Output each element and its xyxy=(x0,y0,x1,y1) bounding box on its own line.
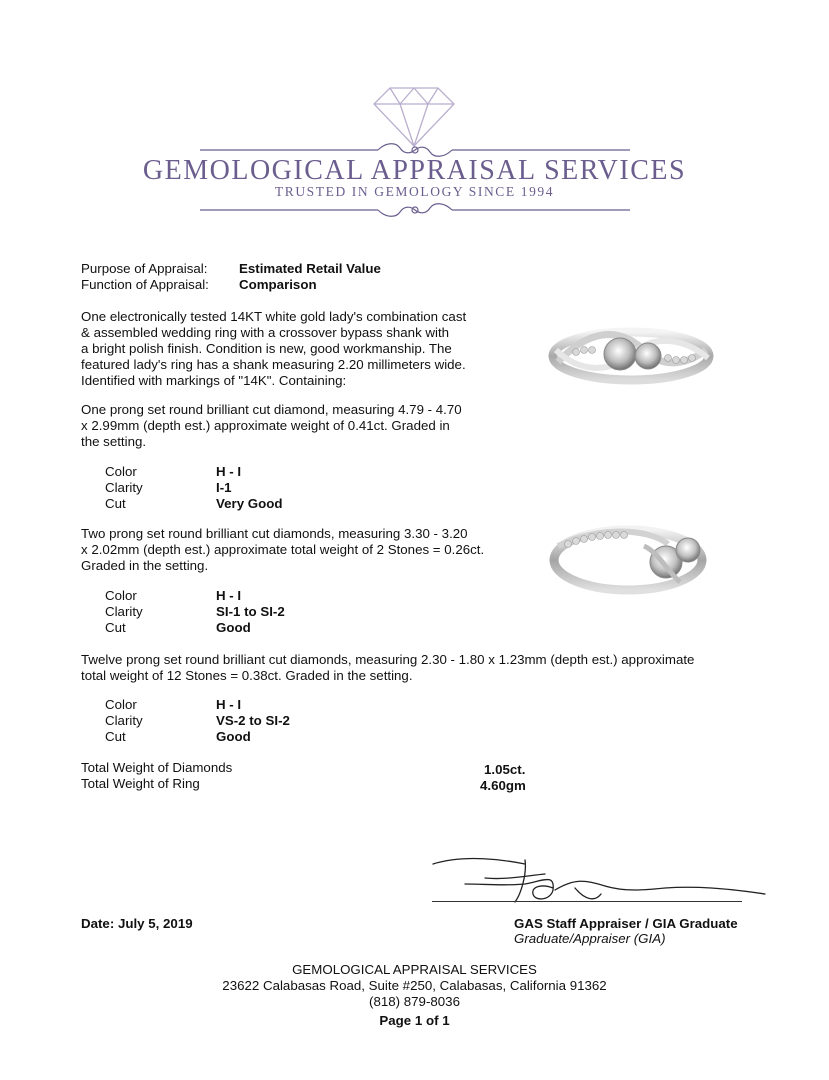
color-value: H - I xyxy=(216,464,242,479)
cut-label: Cut xyxy=(105,496,126,511)
color-label: Color xyxy=(105,697,137,712)
page-number: Page 1 of 1 xyxy=(379,1013,450,1028)
description-line: featured lady's ring has a shank measuring 2.20 millimeters wide. xyxy=(81,357,466,372)
stone-line: total weight of 12 Stones = 0.38ct. Graded in the setting. xyxy=(81,668,413,683)
appraiser-subtitle: Graduate/Appraiser (GIA) xyxy=(514,931,666,946)
footer-address: 23622 Calabasas Road, Suite #250, Calabasas, California 91362 xyxy=(222,978,607,993)
function-value: Comparison xyxy=(239,277,317,292)
cut-value: Good xyxy=(216,620,251,635)
function-label: Function of Appraisal: xyxy=(81,277,209,292)
color-label: Color xyxy=(105,588,137,603)
side-stones-description xyxy=(81,526,484,574)
cut-value: Good xyxy=(216,729,251,744)
clarity-label: Clarity xyxy=(105,604,143,619)
cut-label: Cut xyxy=(105,729,126,744)
stone-line: the setting. xyxy=(81,434,147,449)
appraiser-title: GAS Staff Appraiser / GIA Graduate xyxy=(514,916,738,931)
clarity-value: I-1 xyxy=(216,480,232,495)
ornament-flourish-icon xyxy=(200,198,630,222)
total-diamonds-value: 1.05ct. xyxy=(484,762,526,777)
description-line: a bright polish finish. Condition is new, good workmanship. The xyxy=(81,341,452,356)
description-line: One electronically tested 14KT white gold lady's combination cast xyxy=(81,309,467,324)
footer-company: GEMOLOGICAL APPRAISAL SERVICES xyxy=(292,962,537,977)
description-line: Identified with markings of "14K". Containing: xyxy=(81,373,347,388)
stone-line: Graded in the setting. xyxy=(81,558,209,573)
stone-line: Two prong set round brilliant cut diamonds, measuring 3.30 - 3.20 xyxy=(81,526,468,541)
clarity-value: VS-2 to SI-2 xyxy=(216,713,290,728)
ring-photo-icon xyxy=(548,516,714,602)
clarity-label: Clarity xyxy=(105,480,143,495)
total-ring-value: 4.60gm xyxy=(480,778,526,793)
ring-description xyxy=(81,309,466,389)
diamond-logo-icon xyxy=(372,86,456,148)
company-tagline: TRUSTED IN GEMOLOGY SINCE 1994 xyxy=(274,184,555,199)
company-logo-title: GEMOLOGICAL APPRAISAL SERVICES xyxy=(142,155,687,186)
stone-line: x 2.02mm (depth est.) approximate total weight of 2 Stones = 0.26ct. xyxy=(81,542,485,557)
description-line: & assembled wedding ring with a crossover bypass shank with xyxy=(81,325,450,340)
total-ring-label: Total Weight of Ring xyxy=(81,776,200,791)
stone-line: x 2.99mm (depth est.) approximate weight of 0.41ct. Graded in xyxy=(81,418,450,433)
purpose-value: Estimated Retail Value xyxy=(239,261,381,276)
signature-line xyxy=(432,901,742,902)
cut-label: Cut xyxy=(105,620,126,635)
purpose-label: Purpose of Appraisal: xyxy=(81,261,208,276)
ring-photo-icon xyxy=(548,316,714,392)
color-value: H - I xyxy=(216,697,242,712)
color-value: H - I xyxy=(216,588,242,603)
total-diamonds-label: Total Weight of Diamonds xyxy=(81,760,233,775)
stone-line: One prong set round brilliant cut diamond, measuring 4.79 - 4.70 xyxy=(81,402,462,417)
accent-stones-description xyxy=(81,652,694,684)
cut-value: Very Good xyxy=(216,496,283,511)
footer-phone: (818) 879-8036 xyxy=(369,994,460,1009)
clarity-label: Clarity xyxy=(105,713,143,728)
stone-line: Twelve prong set round brilliant cut diamonds, measuring 2.30 - 1.80 x 1.23mm (depth est.) approximate xyxy=(81,652,695,667)
color-label: Color xyxy=(105,464,137,479)
appraisal-date: Date: July 5, 2019 xyxy=(81,916,193,931)
center-stone-description xyxy=(81,402,462,450)
clarity-value: SI-1 to SI-2 xyxy=(216,604,285,619)
